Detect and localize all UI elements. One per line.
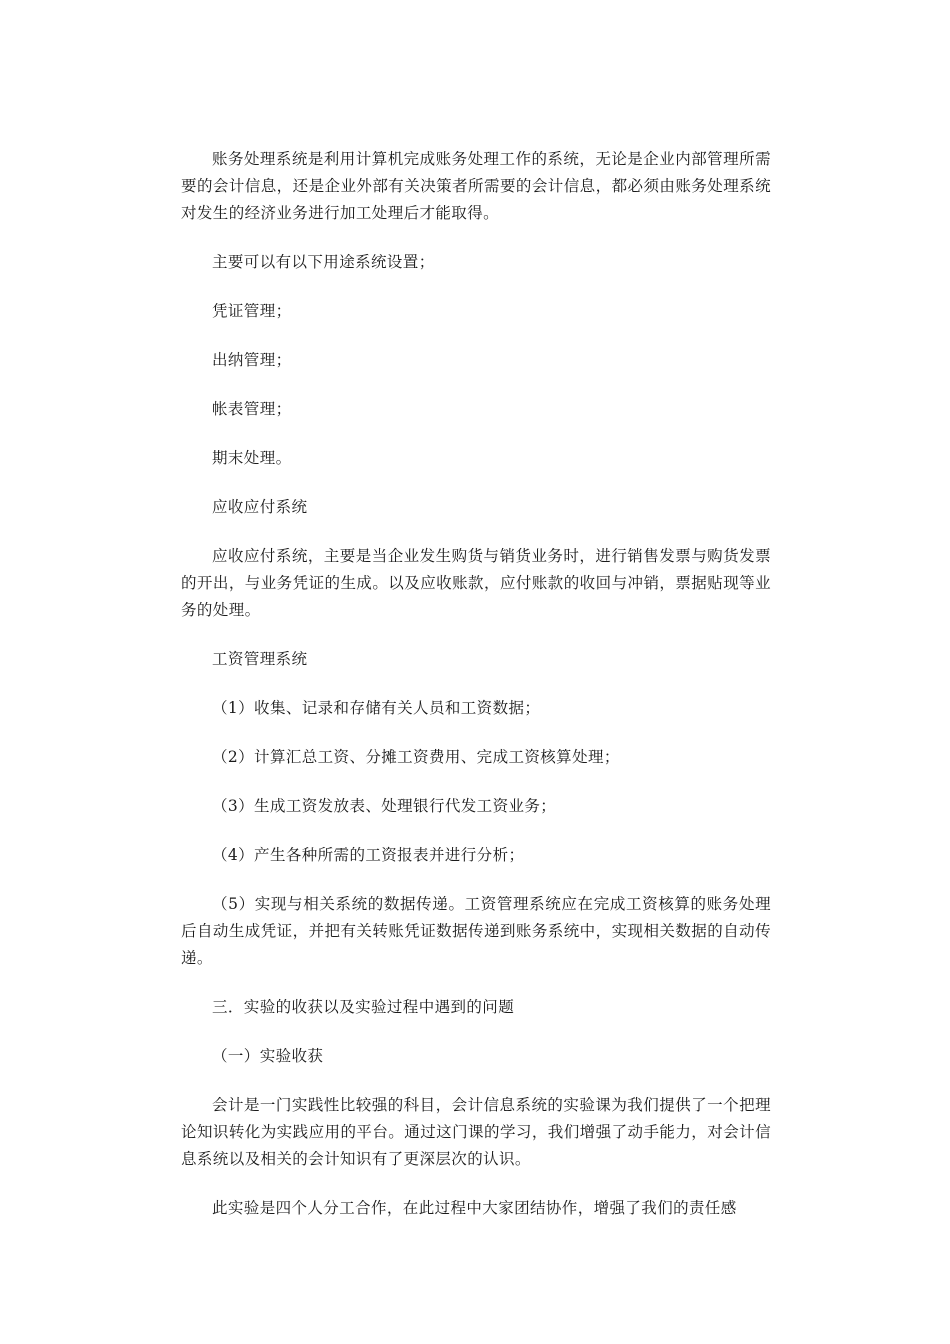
list-item-payroll-4: （4）产生各种所需的工资报表并进行分析； — [212, 846, 525, 864]
paragraph-main-uses: 主要可以有以下用途系统设置； — [212, 253, 435, 271]
heading-section-three: 三．实验的收获以及实验过程中遇到的问题 — [212, 998, 515, 1016]
heading-receivable-payable: 应收应付系统 — [212, 498, 308, 516]
list-item-payroll-3: （3）生成工资发放表、处理银行代发工资业务； — [212, 797, 557, 815]
list-item-report-management: 帐表管理； — [212, 400, 292, 418]
paragraph-accounting-system: 账务处理系统是利用计算机完成账务处理工作的系统，无论是企业内部管理所需要的会计信息，还是企业外部有关决策者所需要的会计信息，都必须由账务处理系统对发生的经济业务进行加工处理后才能取得。 — [181, 150, 771, 222]
list-item-cashier-management: 出纳管理； — [212, 351, 292, 369]
heading-payroll-system: 工资管理系统 — [212, 650, 308, 668]
list-item-payroll-1: （1）收集、记录和存储有关人员和工资数据； — [212, 699, 541, 717]
heading-experiment-gains: （一）实验收获 — [212, 1047, 324, 1065]
paragraph-receivable-payable: 应收应付系统，主要是当企业发生购货与销货业务时，进行销售发票与购货发票的开出，与业务凭证的生成。以及应收账款，应付账款的收回与冲销，票据贴现等业务的处理。 — [181, 547, 771, 619]
list-item-voucher-management: 凭证管理； — [212, 302, 292, 320]
document-body — [181, 146, 771, 1244]
list-item-payroll-2: （2）计算汇总工资、分摊工资费用、完成工资核算处理； — [212, 748, 620, 766]
list-item-period-end: 期末处理。 — [212, 449, 292, 467]
paragraph-experiment-gains: 会计是一门实践性比较强的科目，会计信息系统的实验课为我们提供了一个把理论知识转化为实践应用的平台。通过这门课的学习，我们增强了动手能力，对会计信息系统以及相关的会计知识有了更深层次的认识。 — [181, 1096, 771, 1168]
list-item-payroll-5: （5）实现与相关系统的数据传递。工资管理系统应在完成工资核算的账务处理后自动生成凭证，并把有关转账凭证数据传递到账务系统中，实现相关数据的自动传递。 — [181, 895, 771, 967]
paragraph-teamwork: 此实验是四个人分工合作，在此过程中大家团结协作，增强了我们的责任感 — [212, 1199, 737, 1217]
